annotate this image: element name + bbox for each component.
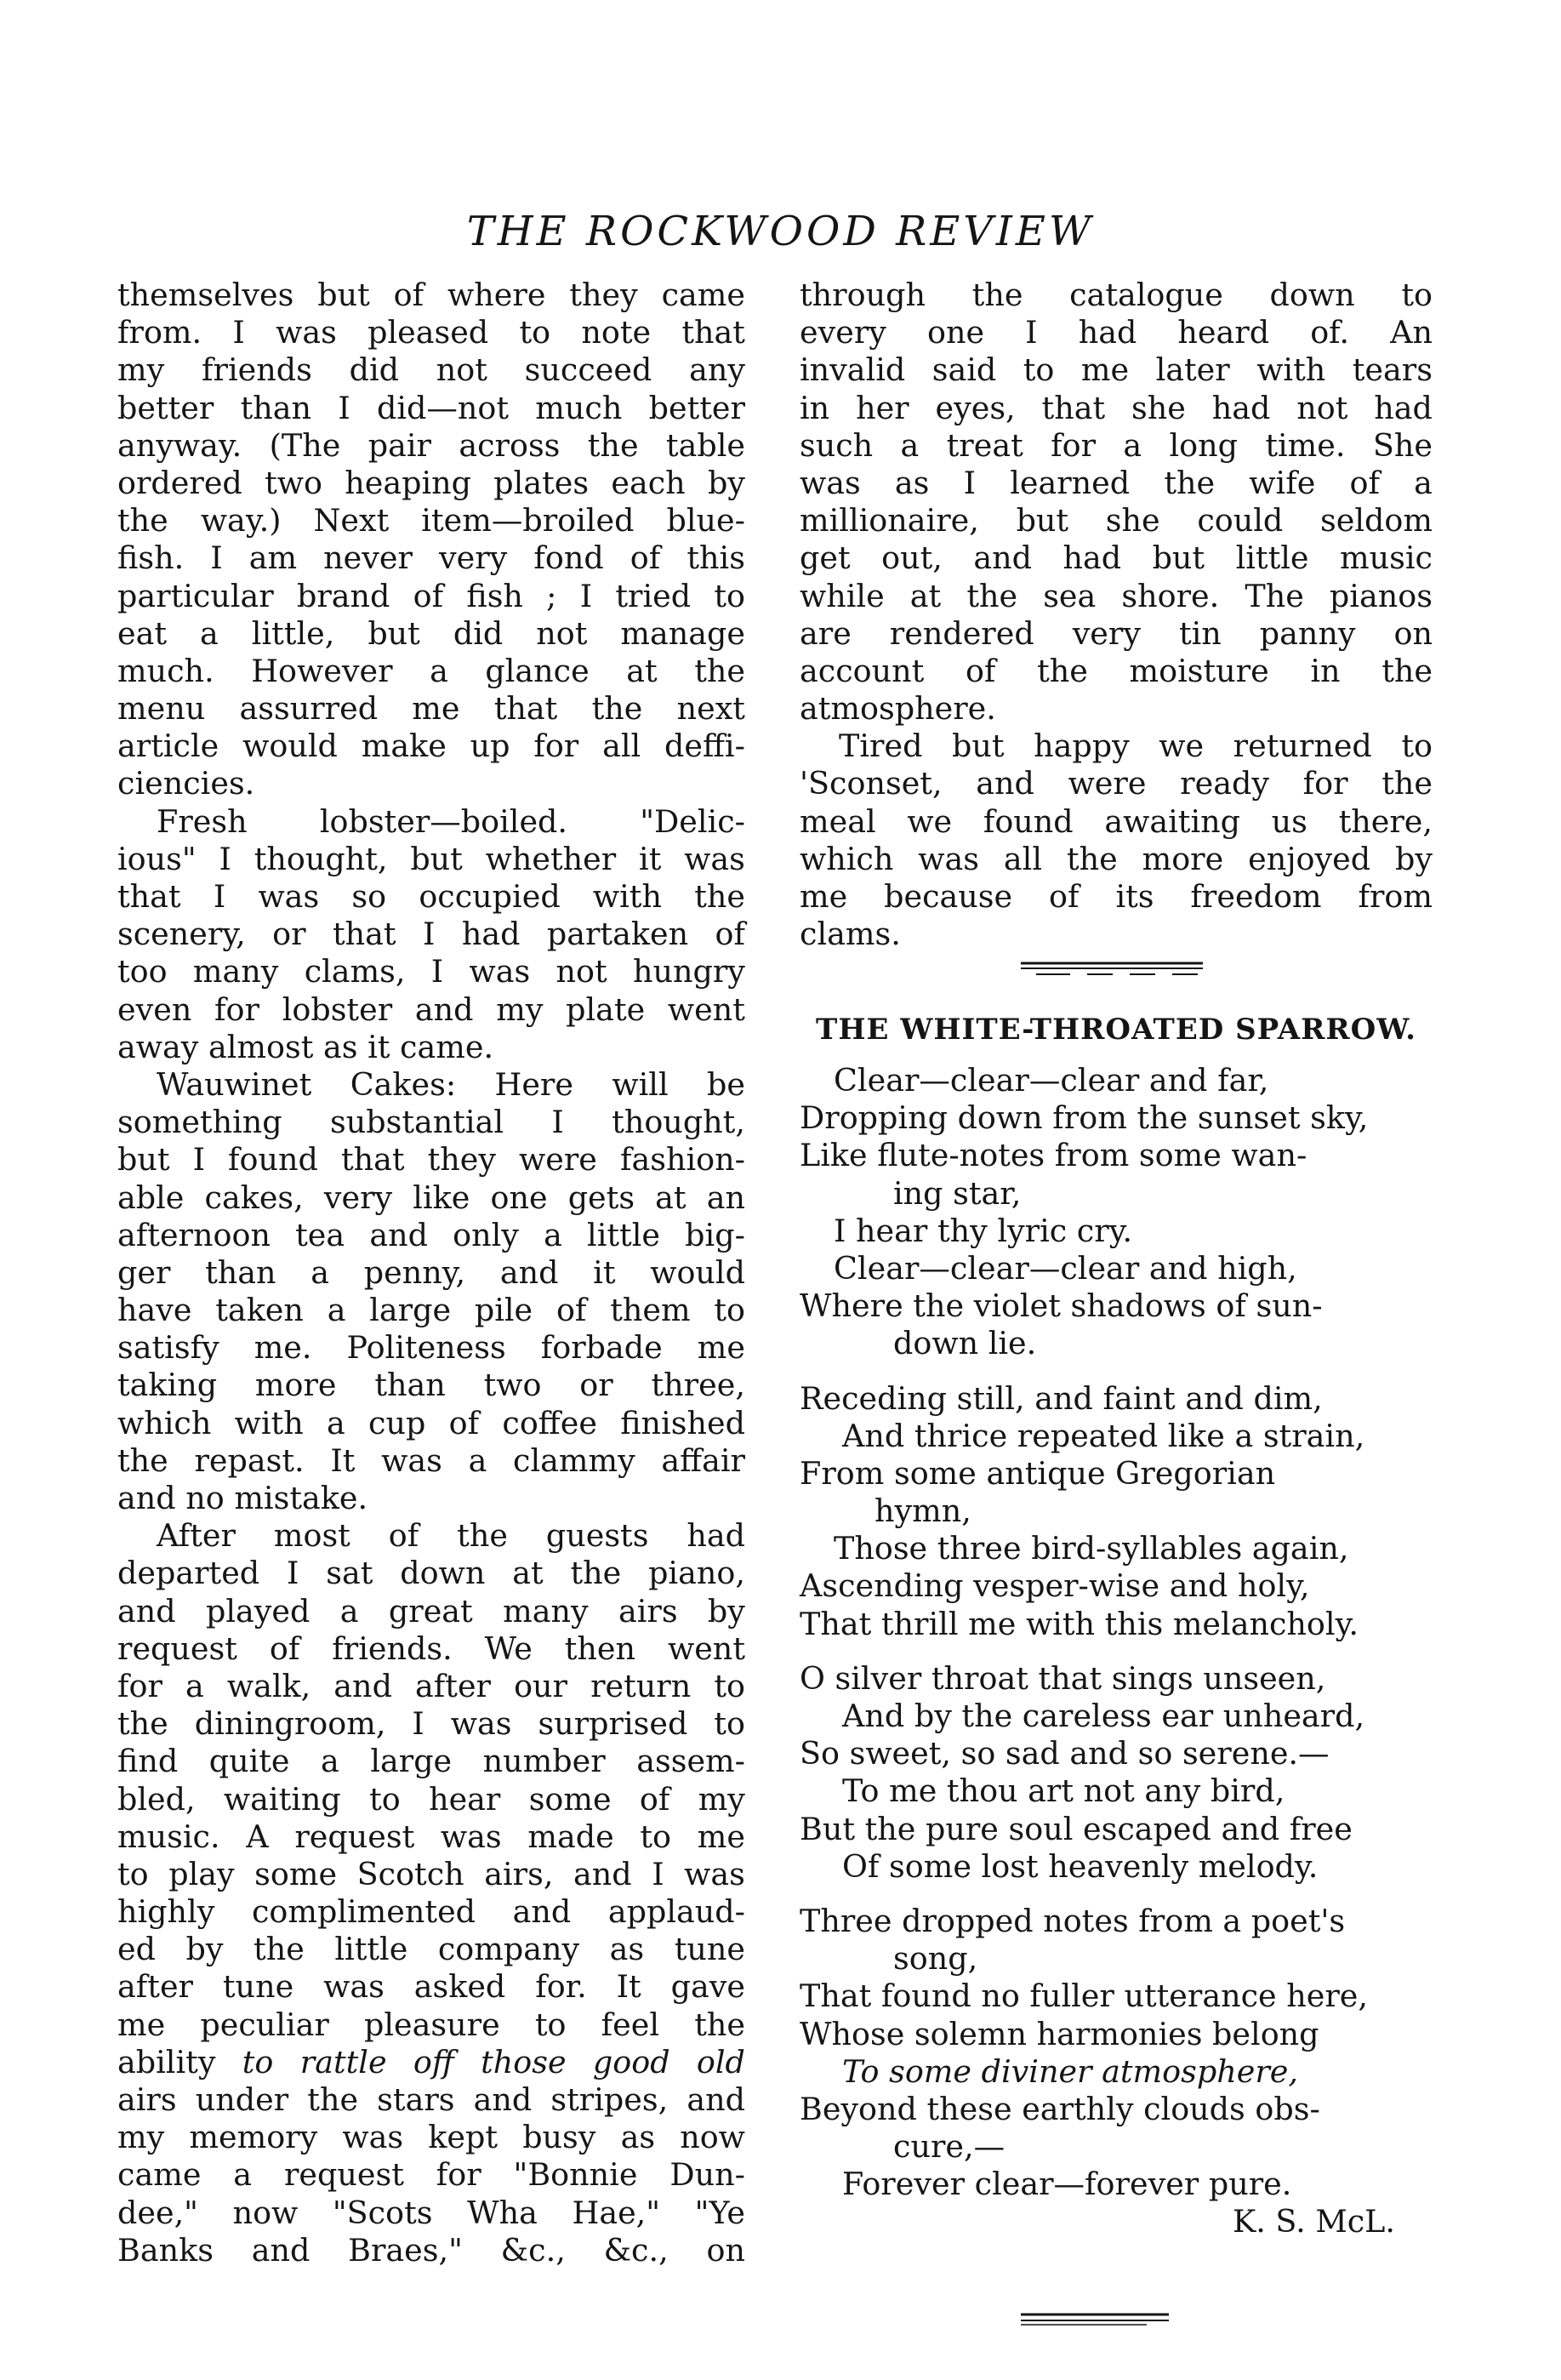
right-column: [800, 277, 1433, 953]
text-line: departed I sat down at the piano,: [117, 1555, 745, 1592]
poem-line: To me thou art not any bird,: [842, 1772, 1285, 1810]
text-line: ed by the little company as tune: [117, 1931, 745, 1968]
poem-line: I hear thy lyric cry.: [834, 1212, 1133, 1249]
text-line: ciencies.: [117, 765, 255, 802]
text-line: taking more than two or three,: [117, 1367, 745, 1404]
text-line: came a request for "Bonnie Dun-: [117, 2156, 745, 2194]
poem-line: So sweet, so sad and so serene.—: [800, 1735, 1330, 1772]
poem-line: hymn,: [875, 1492, 971, 1530]
text-line: after tune was asked for. It gave: [117, 1968, 745, 2006]
poem-line: Three dropped notes from a poet's: [800, 1902, 1346, 1939]
text-line: get out, and had but little music: [800, 539, 1433, 577]
text-line: that I was so occupied with the: [117, 878, 745, 915]
text-line: account of the moisture in the: [800, 652, 1433, 689]
poem-line: Of some lost heavenly melody.: [842, 1847, 1319, 1885]
poem-line: Forever clear—forever pure.: [842, 2166, 1292, 2203]
text-line: Banks and Braes," &c., &c., on: [117, 2231, 745, 2269]
text-line: article would make up for all deffi-: [117, 728, 745, 765]
text-line: request of friends. We then went: [117, 1629, 745, 1667]
text-line: the way.) Next item—broiled blue-: [117, 502, 745, 539]
text-line: in her eyes, that she had not had: [800, 389, 1433, 426]
text-line: me peculiar pleasure to feel the: [117, 2006, 745, 2043]
text-line: but I found that they were fashion-: [117, 1141, 745, 1179]
text-line: meal we found awaiting us there,: [800, 802, 1433, 840]
text-line: invalid said to me later with tears: [800, 351, 1433, 389]
text-line: better than I did—not much better: [117, 389, 745, 426]
poem-line: ing star,: [893, 1174, 1022, 1212]
poem-line: song,: [893, 1940, 978, 1978]
text-line: every one I had heard of. An: [800, 314, 1433, 351]
poem-line: To some diviner atmosphere,: [842, 2052, 1298, 2090]
text-line: my friends did not succeed any: [117, 351, 745, 389]
text-line: such a treat for a long time. She: [800, 426, 1433, 464]
text-line: which with a cup of coffee finished: [117, 1404, 745, 1441]
text-line: 'Sconset, and were ready for the: [800, 765, 1433, 802]
text-line: Fresh lobster—boiled. "Delic-: [157, 802, 745, 840]
poem-title: THE WHITE-THROATED SPARROW.: [816, 1013, 1416, 1047]
text-line: dee," now "Scots Wha Hae," "Ye: [117, 2194, 745, 2231]
text-line: airs under the stars and stripes, and: [117, 2081, 745, 2118]
poem-line: And thrice repeated like a strain,: [842, 1417, 1365, 1454]
poem-line: down lie.: [893, 1325, 1037, 1362]
text-line: satisfy me. Politeness forbade me: [117, 1329, 745, 1367]
text-line: away almost as it came.: [117, 1028, 494, 1065]
text-line: highly complimented and applaud-: [117, 1893, 745, 1931]
poem-line: From some antique Gregorian: [800, 1454, 1276, 1492]
text-line: menu assurred me that the next: [117, 690, 745, 728]
poem-line: Whose solemn harmonies belong: [800, 2015, 1319, 2052]
text-line: millionaire, but she could seldom: [800, 502, 1433, 539]
text-line: ious" I thought, but whether it was: [117, 840, 745, 877]
left-column: [117, 277, 745, 2269]
text-line: scenery, or that I had partaken of: [117, 916, 745, 953]
text-line: After most of the guests had: [157, 1517, 745, 1555]
poem-line: Those three bird-syllables again,: [834, 1530, 1349, 1567]
poem-line: And by the careless ear unheard,: [842, 1698, 1365, 1734]
text-line: have taken a large pile of them to: [117, 1292, 745, 1329]
text-line: bled, waiting to hear some of my: [117, 1780, 745, 1818]
text-line: themselves but of where they came: [117, 277, 745, 313]
poem-line: Like flute-notes from some wan-: [800, 1137, 1307, 1174]
text-line: the diningroom, I was surprised to: [117, 1705, 745, 1743]
text-line: Wauwinet Cakes: Here will be: [157, 1065, 745, 1103]
text-line: for a walk, and after our return to: [117, 1667, 745, 1704]
poem-line: But the pure soul escaped and free: [800, 1810, 1353, 1847]
text-line: was as I learned the wife of a: [800, 464, 1433, 501]
text-line: are rendered very tin panny on: [800, 614, 1433, 652]
running-header: THE ROCKWOOD REVIEW: [466, 208, 1095, 255]
poem-line: That found no fuller utterance here,: [800, 1978, 1369, 2015]
text-line: and played a great many airs by: [117, 1592, 745, 1629]
poem-line: Dropping down from the sunset sky,: [800, 1099, 1369, 1137]
text-line: something substantial I thought,: [117, 1104, 745, 1141]
text-line: too many clams, I was not hungry: [117, 953, 745, 990]
text-line: able cakes, very like one gets at an: [117, 1179, 745, 1216]
text-line: afternoon tea and only a little big-: [117, 1216, 745, 1253]
text-line: while at the sea shore. The pianos: [800, 577, 1433, 614]
poem-line: Where the violet shadows of sun-: [800, 1287, 1323, 1325]
poem-line: Beyond these earthly clouds obs-: [800, 2090, 1320, 2127]
text-line: through the catalogue down to: [800, 277, 1433, 313]
ornamental-rule-top: [1019, 960, 1205, 979]
text-line: from. I was pleased to note that: [117, 314, 745, 351]
text-line: much. However a glance at the: [117, 652, 745, 689]
poem-line: Clear—clear—clear and high,: [834, 1249, 1297, 1287]
text-line: anyway. (The pair across the table: [117, 426, 745, 464]
text-line: fish. I am never very fond of this: [117, 539, 745, 577]
ornamental-rule-bottom: [1019, 2310, 1171, 2327]
poem-line: cure,—: [893, 2128, 1006, 2166]
text-line: atmosphere.: [800, 690, 996, 728]
text-line: ger than a penny, and it would: [117, 1253, 745, 1291]
poem-line: Clear—clear—clear and far,: [834, 1062, 1269, 1099]
text-line: eat a little, but did not manage: [117, 614, 745, 652]
text-line: ordered two heaping plates each by: [117, 464, 745, 501]
text-line: Tired but happy we returned to: [839, 728, 1433, 765]
poem-line: O silver throat that sings unseen,: [800, 1659, 1326, 1697]
text-line: music. A request was made to me: [117, 1818, 745, 1855]
text-line: clams.: [800, 916, 901, 953]
poem-line: Receding still, and faint and dim,: [800, 1379, 1323, 1417]
poem-line: Ascending vesper-wise and holy,: [800, 1567, 1310, 1605]
text-line: ability to rattle off those good old: [117, 2043, 745, 2080]
text-line: and no mistake.: [117, 1480, 368, 1516]
text-line: find quite a large number assem-: [117, 1743, 745, 1780]
poem-body: [800, 1062, 1446, 2241]
author-signature: K. S. McL.: [1232, 2203, 1395, 2240]
text-line: even for lobster and my plate went: [117, 990, 745, 1028]
text-line: particular brand of fish ; I tried to: [117, 577, 745, 614]
text-line: to play some Scotch airs, and I was: [117, 1855, 745, 1892]
text-line: me because of its freedom from: [800, 878, 1433, 915]
text-line: my memory was kept busy as now: [117, 2119, 745, 2156]
poem-line: That thrill me with this melancholy.: [800, 1605, 1359, 1642]
text-line: which was all the more enjoyed by: [800, 840, 1433, 877]
text-line: the repast. It was a clammy affair: [117, 1441, 745, 1479]
